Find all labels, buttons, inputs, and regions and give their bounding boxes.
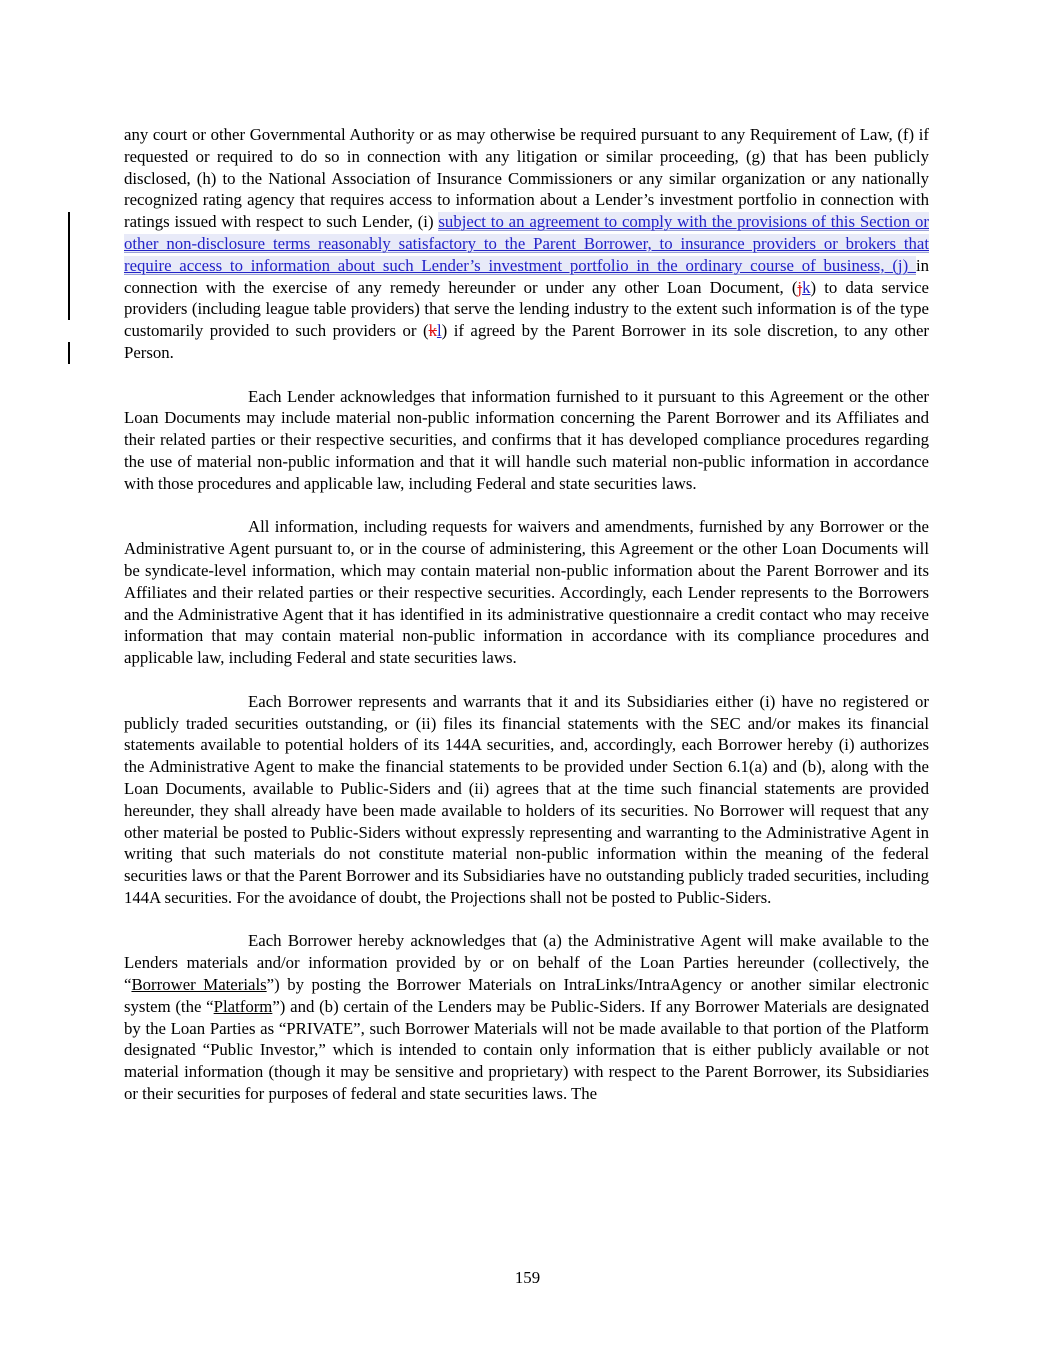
paragraph-borrower-materials [124, 930, 929, 1104]
paragraph-borrower-representations: Each Borrower represents and warrants that it and its Subsidiaries either (i) have no registered or publicly traded securities outstanding, or (ii) files its financial statements with the SEC and/or makes its financial statements available to potential holders of its 144A securities, and, accordingly, each Borrower hereby (i) authorizes the Administrative Agent to make the financial statements to be provided under Section 6.1(a) and (b), along with the Loan Documents, available to Public-Siders and (ii) agrees that at the time such financial statements are provided hereunder, they shall already have been made available to holders of its securities. No Borrower will request that any other material be posted to Public-Siders without expressly representing and warranting to the Administrative Agent in writing that such materials do not constitute material non-public information within the meaning of the federal securities laws or that the Parent Borrower and its Subsidiaries have no outstanding publicly traded securities, including 144A securities. For the avoidance of doubt, the Projections shall not be posted to Public-Siders. [124, 691, 929, 907]
change-bar [68, 212, 70, 320]
text-run: ) to data service providers (including league table providers) that serve the lending industry to the extent such information is of the type customarily provided to such providers or ( [124, 277, 929, 341]
paragraph-confidentiality-exceptions [124, 124, 929, 364]
text-run: ”) by posting the Borrower Materials on IntraLinks/IntraAgency or another similar electronic system (the “ [124, 975, 929, 1016]
text-run: any court or other Governmental Authority or as may otherwise be required pursuant to any Requirement of Law, (f) if requested or required to do so in connection with any litigation or similar proceeding, (g) that has been publicly disclosed, (h) to the National Association of Insurance Commissioners or any similar organization or any nationally recognized rating agency that requires access to information about a Lender’s investment portfolio in connection with ratings issued with respect to such Lender, (i) [124, 125, 929, 232]
inserted-text: subject to an agreement to comply with the provisions of this Section or other non-disclosure terms reasonably satisfactory to the Parent Borrower, to insurance providers or brokers that require access to information about such Lender’s investment portfolio in the ordinary course of business, (j) [124, 212, 929, 275]
defined-term: Borrower Materials [131, 975, 267, 995]
inserted-text: k [802, 277, 811, 297]
text-run: ”) and (b) certain of the Lenders may be Public-Siders. If any Borrower Materials are designated by the Loan Parties as “PRIVATE”, such Borrower Materials will not be made available to that portion of the Platform designated “Public Investor,” which is intended to contain only information that is either publicly available or not material information (though it may be sensitive and proprietary) with respect to the Parent Borrower, its Subsidiaries or their securities for purposes of federal and state securities laws. The [124, 996, 929, 1104]
paragraph-lender-acknowledgment: Each Lender acknowledges that information furnished to it pursuant to this Agreement or the other Loan Documents may include material non-public information concerning the Parent Borrower and its Affiliates and their related parties or their respective securities, and confirms that it has developed compliance procedures regarding the use of material non-public information and that it will handle such material non-public information in accordance with those procedures and applicable law, including Federal and state securities laws. [124, 386, 929, 493]
text-run: in connection with the exercise of any remedy hereunder or under any other Loan Document, ( [124, 255, 929, 297]
change-bar [68, 342, 70, 364]
inserted-text: l [436, 321, 442, 341]
deleted-text: k [428, 321, 437, 341]
deleted-text: j [797, 277, 803, 297]
defined-term: Platform [213, 996, 273, 1016]
text-run: Each Borrower hereby acknowledges that (a) the Administrative Agent will make available to the Lenders materials and/or information provided by or on behalf of the Loan Parties hereunder (collectively, the “ [124, 931, 929, 995]
paragraph-syndicate-information: All information, including requests for waivers and amendments, furnished by any Borrower or the Administrative Agent pursuant to, or in the course of administering, this Agreement or the other Loan Documents will be syndicate-level information, which may contain material non-public information about the Parent Borrower and its Affiliates and their related parties or their respective securities. Accordingly, each Lender represents to the Borrowers and the Administrative Agent that it has identified in its administrative questionnaire a credit contact who may receive information that may contain material non-public information in accordance with its compliance procedures and applicable law, including Federal and state securities laws. [124, 517, 929, 668]
page-number: 159 [514, 1268, 541, 1287]
body-text [124, 124, 929, 1127]
text-run: ) if agreed by the Parent Borrower in its sole discretion, to any other Person. [124, 321, 930, 362]
